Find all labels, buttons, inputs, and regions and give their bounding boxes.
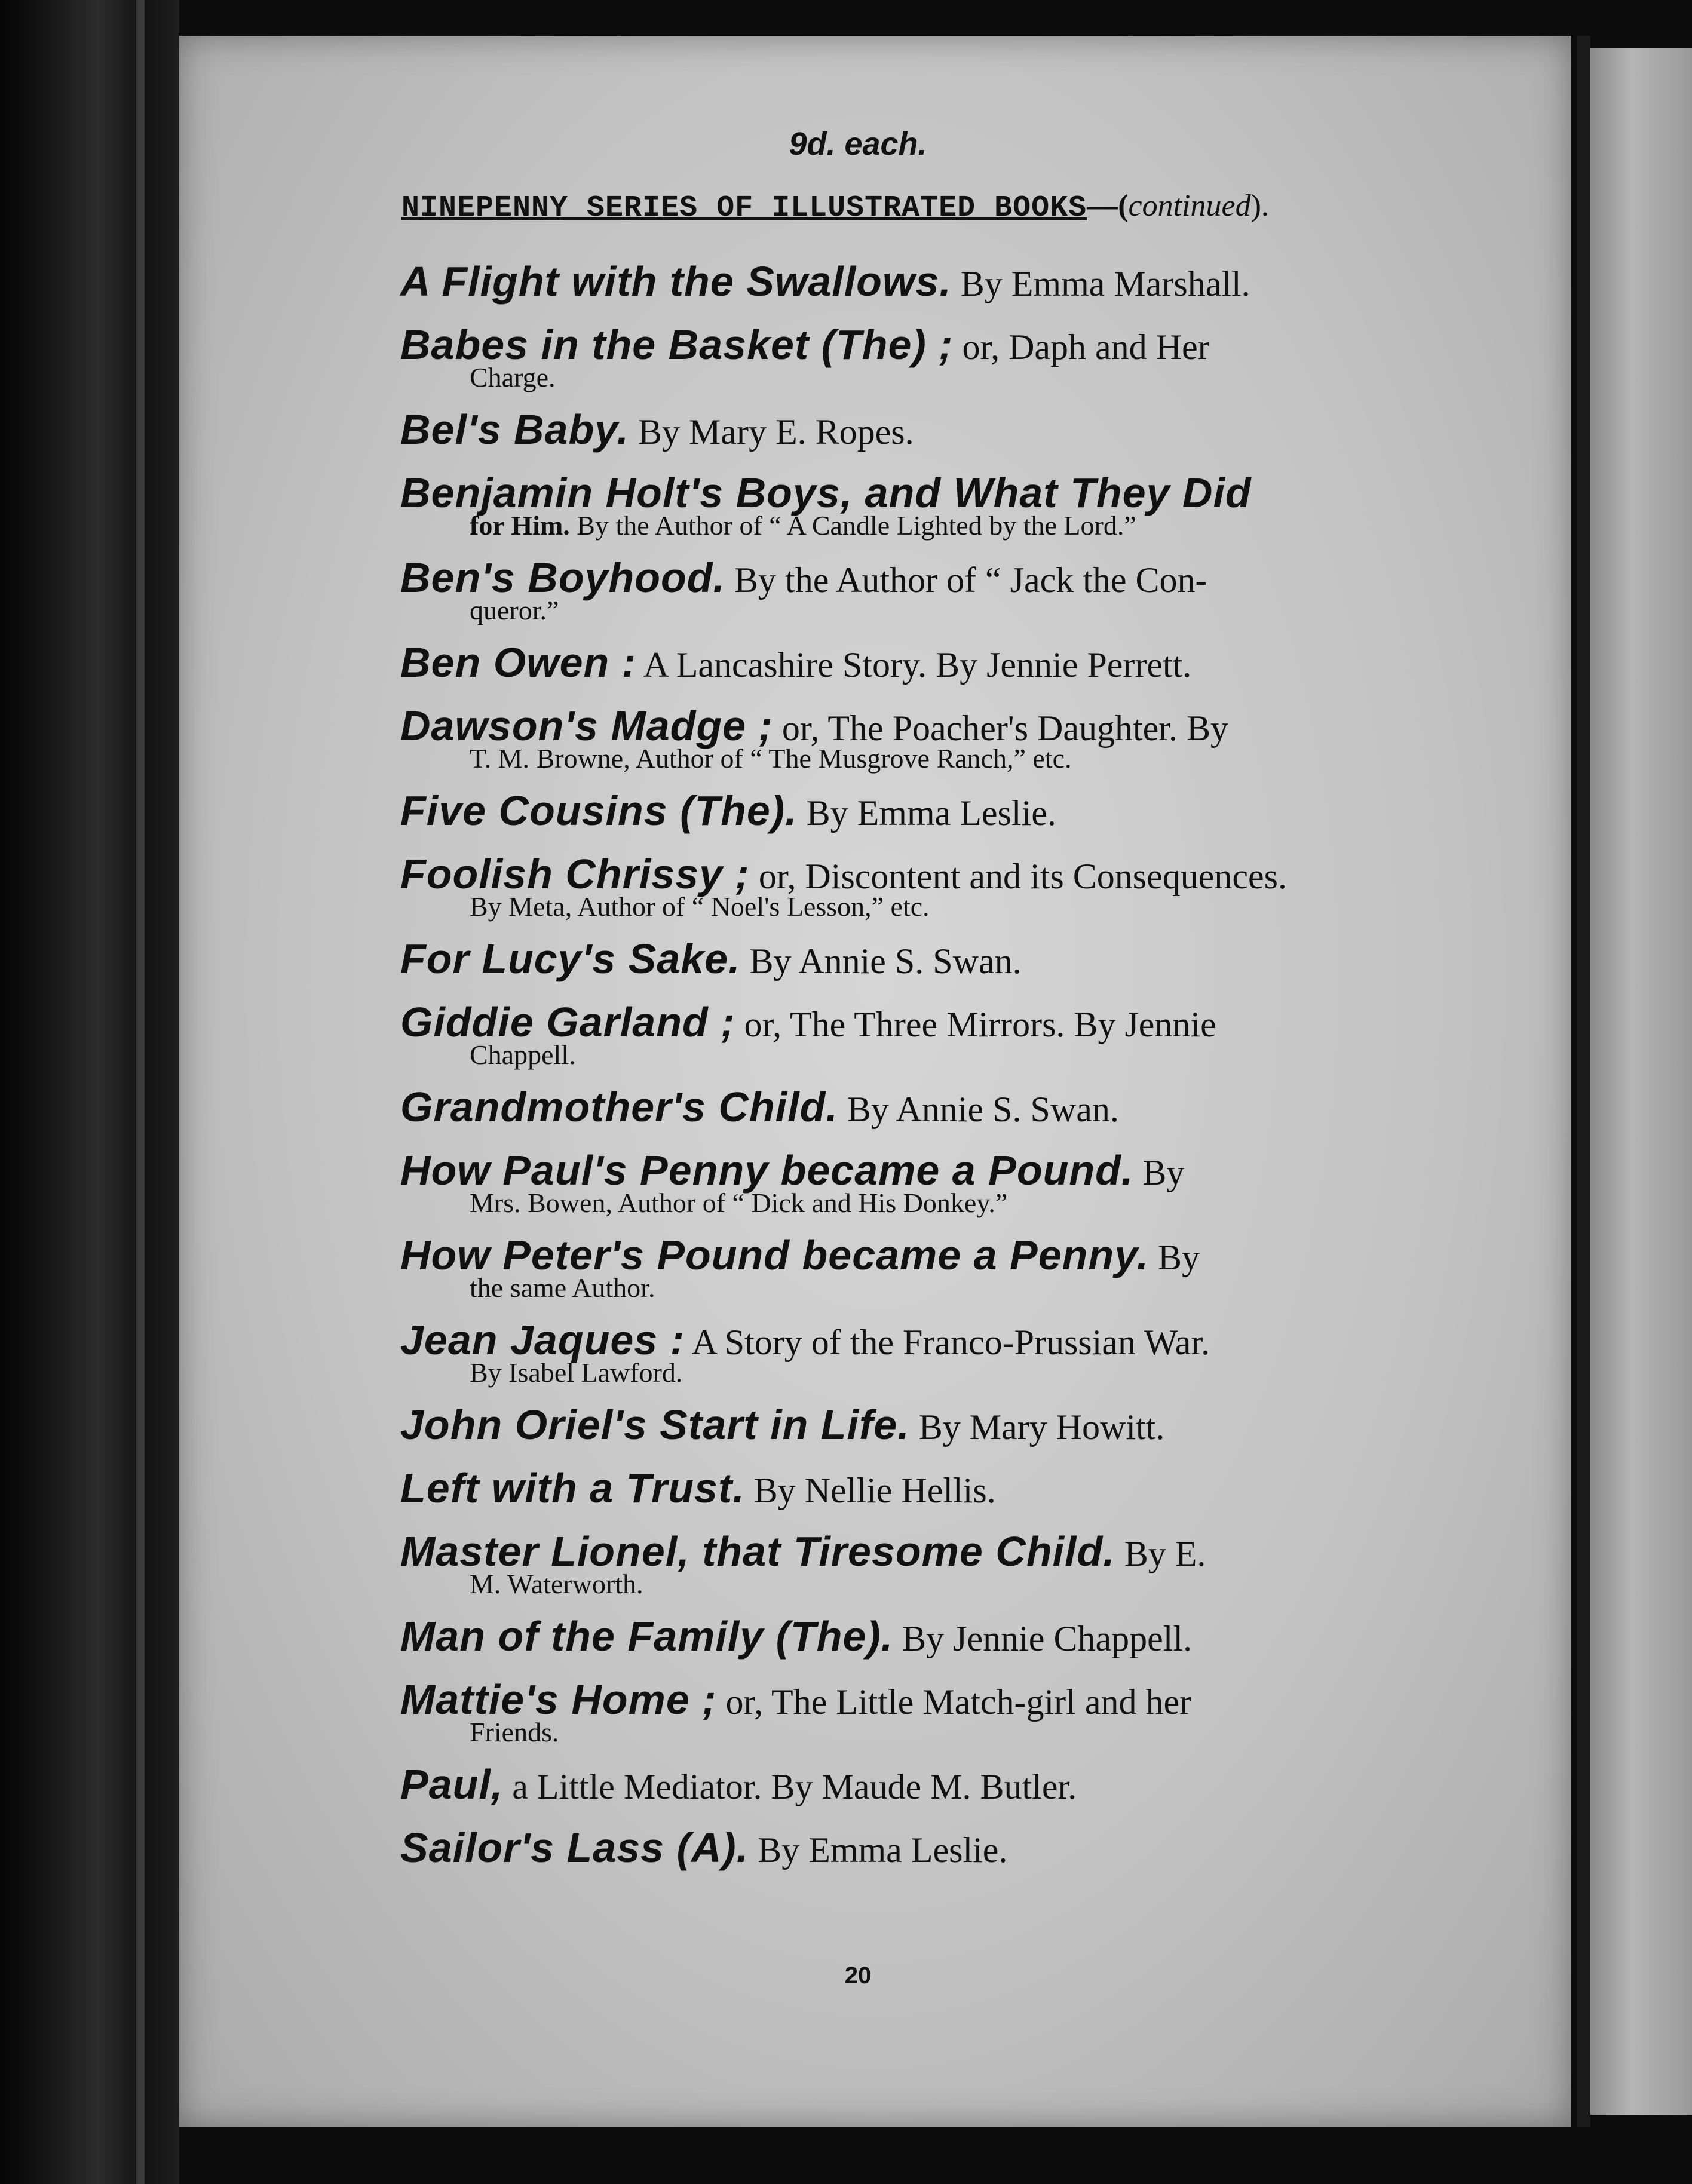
book-title: Ben's Boyhood. bbox=[400, 554, 725, 601]
book-continuation: Chappell. bbox=[470, 1039, 576, 1070]
book-title: How Paul's Penny became a Pound. bbox=[400, 1147, 1134, 1194]
list-item bbox=[400, 1609, 1458, 1664]
book-continuation: By Isabel Lawford. bbox=[470, 1357, 683, 1388]
book-subtitle: or, The Little Match-girl and her bbox=[716, 1682, 1192, 1722]
list-item bbox=[400, 698, 1458, 775]
book-title: A Flight with the Swallows. bbox=[400, 258, 952, 305]
book-continuation: Friends. bbox=[470, 1717, 559, 1747]
price-heading: 9d. each. bbox=[789, 126, 927, 162]
list-item bbox=[400, 846, 1458, 923]
book-continuation bbox=[400, 510, 1458, 542]
book-author: By Mary Howitt. bbox=[909, 1407, 1165, 1447]
book-title: Foolish Chrissy ; bbox=[400, 851, 750, 897]
book-continuation: queror.” bbox=[470, 595, 559, 625]
spine-edge bbox=[136, 0, 145, 2184]
series-close: ). bbox=[1250, 189, 1269, 223]
book-subtitle: a Little Mediator. By Maude M. Butler. bbox=[503, 1767, 1077, 1806]
book-title: Bel's Baby. bbox=[400, 406, 629, 453]
list-item bbox=[400, 783, 1458, 838]
book-title: Left with a Trust. bbox=[400, 1465, 745, 1511]
list-item bbox=[400, 995, 1458, 1071]
book-continuation: M. Waterworth. bbox=[470, 1569, 643, 1599]
page-number: 20 bbox=[844, 1962, 872, 1989]
list-item bbox=[400, 1143, 1458, 1219]
book-list bbox=[400, 254, 1458, 1884]
list-item bbox=[400, 1820, 1458, 1875]
book-title: Ben Owen : bbox=[400, 639, 637, 686]
book-author: By Emma Leslie. bbox=[797, 793, 1056, 833]
book-continuation: By Meta, Author of “ Noel's Lesson,” etc. bbox=[470, 891, 930, 922]
book-author: By Emma Marshall. bbox=[951, 264, 1250, 303]
list-item bbox=[400, 931, 1458, 986]
book-continuation: T. M. Browne, Author of “ The Musgrove Ranch,” etc. bbox=[470, 743, 1072, 774]
book-title: Grandmother's Child. bbox=[400, 1084, 838, 1130]
book-continuation: Mrs. Bowen, Author of “ Dick and His Donkey.” bbox=[470, 1188, 1008, 1218]
list-item bbox=[400, 550, 1458, 627]
book-continuation: Charge. bbox=[470, 362, 556, 392]
book-title: For Lucy's Sake. bbox=[400, 935, 741, 982]
book-author: By Annie S. Swan. bbox=[740, 941, 1022, 981]
list-item bbox=[400, 1079, 1458, 1134]
list-item bbox=[400, 1672, 1458, 1749]
book-subtitle: or, The Three Mirrors. By Jennie bbox=[735, 1005, 1216, 1044]
book-title: Dawson's Madge ; bbox=[400, 703, 773, 749]
book-subtitle: A Story of the Franco-Prussian War. bbox=[685, 1323, 1210, 1362]
book-author: By Nellie Hellis. bbox=[744, 1471, 996, 1510]
book-title: John Oriel's Start in Life. bbox=[400, 1401, 910, 1448]
book-title: Five Cousins (The). bbox=[400, 787, 798, 834]
book-subtitle: or, The Poacher's Daughter. By bbox=[773, 708, 1228, 748]
title-continuation: for Him. bbox=[470, 510, 570, 541]
book-author: A Lancashire Story. By Jennie Perrett. bbox=[636, 645, 1192, 685]
list-item bbox=[400, 1312, 1458, 1389]
book-spine bbox=[0, 0, 179, 2184]
book-author: By Mary E. Ropes. bbox=[629, 412, 914, 452]
book-author-line: By the Author of “ A Candle Lighted by the Lord.” bbox=[569, 510, 1136, 541]
book-continuation: the same Author. bbox=[470, 1272, 655, 1303]
list-item bbox=[400, 635, 1458, 690]
book-author: By bbox=[1148, 1238, 1200, 1277]
facing-page-edge bbox=[1590, 48, 1692, 2115]
book-author: By Jennie Chappell. bbox=[893, 1619, 1193, 1658]
book-author: By Emma Leslie. bbox=[749, 1830, 1008, 1870]
series-title: NINEPENNY SERIES OF ILLUSTRATED BOOKS bbox=[401, 191, 1087, 225]
book-subtitle: or, Daph and Her bbox=[953, 327, 1210, 367]
book-author: By the Author of “ Jack the Con- bbox=[725, 560, 1207, 600]
book-title: Benjamin Holt's Boys, and What They Did bbox=[400, 470, 1252, 516]
book-title: Paul, bbox=[400, 1761, 504, 1808]
book-title: Babes in the Basket (The) ; bbox=[400, 321, 954, 368]
list-item bbox=[400, 1461, 1458, 1516]
page-gutter bbox=[1577, 36, 1590, 2127]
book-title: Jean Jaques : bbox=[400, 1317, 685, 1363]
list-item bbox=[400, 1757, 1458, 1812]
book-title: How Peter's Pound became a Penny. bbox=[400, 1232, 1149, 1278]
list-item bbox=[400, 317, 1458, 394]
list-item bbox=[400, 1524, 1458, 1600]
series-heading bbox=[401, 188, 1269, 225]
series-dash: —( bbox=[1087, 189, 1129, 223]
list-item bbox=[400, 254, 1458, 309]
book-title: Mattie's Home ; bbox=[400, 1676, 717, 1723]
book-author: By bbox=[1133, 1153, 1185, 1192]
book-author: By Annie S. Swan. bbox=[838, 1090, 1119, 1129]
list-item bbox=[400, 1397, 1458, 1452]
list-item bbox=[400, 402, 1458, 457]
book-title: Master Lionel, that Tiresome Child. bbox=[400, 1528, 1115, 1575]
list-item bbox=[400, 1228, 1458, 1304]
book-author: By E. bbox=[1115, 1534, 1206, 1573]
book-title: Man of the Family (The). bbox=[400, 1613, 894, 1660]
book-title: Giddie Garland ; bbox=[400, 999, 735, 1045]
book-subtitle: or, Discontent and its Consequences. bbox=[749, 857, 1287, 896]
series-continued: continued bbox=[1128, 189, 1251, 223]
list-item bbox=[400, 465, 1458, 542]
book-title: Sailor's Lass (A). bbox=[400, 1824, 749, 1871]
